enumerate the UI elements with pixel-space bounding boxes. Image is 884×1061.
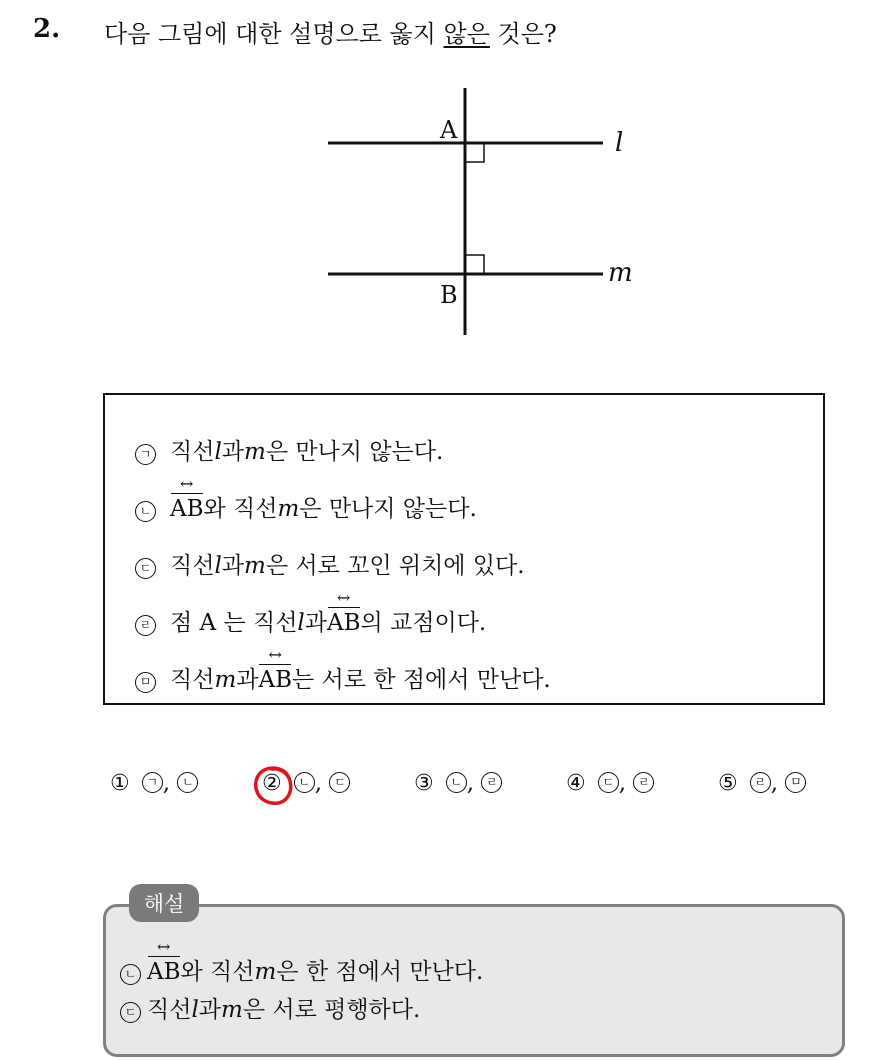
statement-1 — [135, 433, 443, 466]
text: 과 — [221, 553, 245, 579]
text: 과 — [221, 439, 245, 465]
var-l: l — [191, 997, 199, 1023]
choice-3[interactable] — [414, 770, 502, 796]
statement-3 — [135, 547, 525, 580]
marker-circle: ㄹ — [481, 772, 502, 793]
text: 과 — [198, 997, 222, 1023]
text: 는 서로 한 점에서 만난다. — [291, 667, 551, 693]
question-number: 2. — [33, 14, 61, 44]
explanation-line-1 — [120, 953, 483, 986]
comma: , — [618, 770, 634, 796]
choice-number: ③ — [414, 770, 434, 796]
marker-circle: ㅁ — [135, 672, 156, 693]
question-text-underlined: 않은 — [443, 20, 490, 48]
text: 은 서로 평행하다. — [242, 997, 421, 1023]
statement-5 — [135, 661, 551, 694]
question-text-before: 다음 그림에 대한 설명으로 옳지 — [104, 20, 444, 48]
choice-4[interactable] — [566, 770, 654, 796]
var-l: l — [214, 439, 222, 465]
text: 의 교점이다. — [360, 610, 487, 636]
choice-1[interactable] — [110, 770, 198, 796]
marker-circle: ㄴ — [294, 772, 315, 793]
line-ab-notation: AB ↔ — [147, 959, 181, 985]
var-m: m — [214, 667, 237, 693]
comma: , — [162, 770, 178, 796]
label-point-b: B — [440, 281, 458, 309]
label-line-l: l — [615, 128, 624, 158]
answer-circle-mark — [250, 762, 296, 808]
marker-circle: ㄹ — [633, 772, 654, 793]
statements-box — [103, 393, 825, 705]
marker-circle: ㅁ — [785, 772, 806, 793]
question-text — [104, 14, 557, 49]
var-m: m — [221, 997, 243, 1023]
var-m: m — [244, 553, 266, 579]
text: 와 직선 — [203, 496, 278, 522]
choice-number: ⑤ — [718, 770, 738, 796]
answer-choices — [0, 770, 884, 804]
marker-circle: ㄹ — [135, 615, 156, 636]
text: 은 만나지 않는다. — [299, 496, 477, 522]
text: 은 서로 꼬인 위치에 있다. — [265, 553, 525, 579]
text: 직선 — [170, 439, 215, 465]
marker-circle: ㄹ — [750, 772, 771, 793]
text: 와 직선 — [180, 959, 255, 985]
choice-5[interactable] — [718, 770, 806, 796]
text: 점 A 는 직선 — [170, 610, 298, 636]
var-m: m — [254, 959, 277, 985]
choice-number: ① — [110, 770, 130, 796]
marker-circle: ㄷ — [329, 772, 350, 793]
var-l: l — [214, 553, 222, 579]
marker-circle: ㄴ — [120, 964, 141, 985]
text: 은 한 점에서 만난다. — [276, 959, 484, 985]
text: 과 — [236, 667, 259, 693]
label-point-a: A — [440, 116, 458, 144]
right-angle-mark-b — [465, 255, 484, 274]
marker-circle: ㄷ — [598, 772, 619, 793]
choice-number: ④ — [566, 770, 586, 796]
text: 과 — [304, 610, 327, 636]
statement-2 — [135, 490, 477, 523]
right-angle-mark-a — [465, 143, 484, 162]
var-m: m — [277, 496, 300, 522]
choice-number: ② — [262, 770, 282, 796]
text: 직선 — [147, 997, 192, 1023]
comma: , — [770, 770, 786, 796]
comma: , — [466, 770, 482, 796]
explanation-box — [103, 904, 845, 1057]
label-line-m: m — [608, 258, 633, 288]
parallel-lines-figure — [300, 80, 660, 340]
marker-circle: ㄱ — [142, 772, 163, 793]
marker-circle: ㄴ — [446, 772, 467, 793]
var-l: l — [297, 610, 305, 636]
statement-4 — [135, 604, 486, 637]
line-ab-notation: AB ↔ — [327, 610, 361, 636]
question-text-after: 것은? — [489, 20, 557, 48]
explanation-tag: 해설 — [129, 884, 199, 922]
explanation-line-2 — [120, 991, 420, 1024]
comma: , — [314, 770, 330, 796]
text: 은 만나지 않는다. — [265, 439, 444, 465]
text: 직선 — [170, 553, 215, 579]
marker-circle: ㄱ — [135, 444, 156, 465]
line-ab-notation: AB ↔ — [170, 496, 204, 522]
marker-circle: ㄷ — [120, 1002, 141, 1023]
text: 직선 — [170, 667, 215, 693]
marker-circle: ㄴ — [135, 501, 156, 522]
marker-circle: ㄴ — [177, 772, 198, 793]
var-m: m — [244, 439, 266, 465]
marker-circle: ㄷ — [135, 558, 156, 579]
line-ab-notation: AB ↔ — [258, 667, 292, 693]
